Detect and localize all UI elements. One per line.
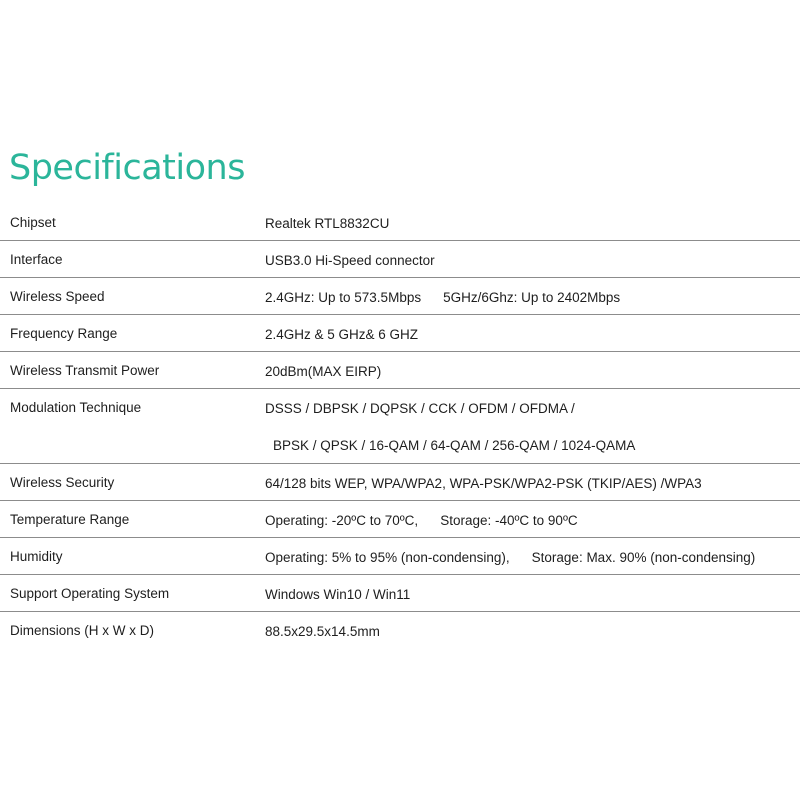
- spec-label: Frequency Range: [10, 326, 118, 341]
- spec-value: [265, 513, 578, 528]
- spec-label: Support Operating System: [10, 586, 170, 601]
- spec-row-humidity: [0, 538, 800, 575]
- page-title: Specifications: [9, 148, 245, 188]
- spec-row-wireless-speed: [0, 278, 800, 315]
- spec-value-part: 5GHz/6Ghz: Up to 2402Mbps: [443, 290, 621, 305]
- spec-row-transmit-power: [0, 352, 800, 389]
- spec-label: Humidity: [10, 549, 63, 564]
- spec-row-dimensions: [0, 612, 800, 649]
- spec-value-part: Operating: -20ºC to 70ºC,: [265, 513, 419, 528]
- spec-table: [0, 204, 800, 649]
- spec-row-operating-system: [0, 575, 800, 612]
- spec-value-part: Storage: Max. 90% (non-condensing): [531, 550, 756, 565]
- spec-value: USB3.0 Hi-Speed connector: [265, 253, 435, 268]
- spec-value: [265, 290, 620, 305]
- spec-value: 2.4GHz & 5 GHz& 6 GHZ: [265, 327, 419, 342]
- spec-value: Realtek RTL8832CU: [265, 216, 390, 231]
- spec-label: Wireless Speed: [10, 289, 105, 304]
- spec-value: 88.5x29.5x14.5mm: [265, 624, 380, 639]
- spec-row-wireless-security: [0, 464, 800, 501]
- spec-row-temperature: [0, 501, 800, 538]
- spec-row-modulation: [0, 389, 800, 464]
- spec-label: Wireless Transmit Power: [10, 363, 160, 378]
- spec-value: [265, 550, 755, 565]
- spec-label: Dimensions (H x W x D): [10, 623, 155, 638]
- spec-value-part: Storage: -40ºC to 90ºC: [440, 513, 578, 528]
- spec-label: Chipset: [10, 215, 56, 230]
- spec-row-interface: [0, 241, 800, 278]
- spec-value: 20dBm(MAX EIRP): [265, 364, 382, 379]
- spec-label: Wireless Security: [10, 475, 115, 490]
- spec-value: Windows Win10 / Win11: [265, 587, 411, 602]
- spec-label: Temperature Range: [10, 512, 130, 527]
- spec-value-part: 2.4GHz: Up to 573.5Mbps: [265, 290, 422, 305]
- spec-row-chipset: [0, 204, 800, 241]
- spec-label: Interface: [10, 252, 63, 267]
- spec-value: 64/128 bits WEP, WPA/WPA2, WPA-PSK/WPA2-PSK (TKIP/AES) /WPA3: [265, 476, 702, 491]
- spec-value-part: Operating: 5% to 95% (non-condensing),: [265, 550, 510, 565]
- spec-row-frequency-range: [0, 315, 800, 352]
- spec-label: Modulation Technique: [10, 400, 142, 415]
- spec-value-line2: BPSK / QPSK / 16-QAM / 64-QAM / 256-QAM / 1024-QAMA: [273, 438, 636, 453]
- spec-value: DSSS / DBPSK / DQPSK / CCK / OFDM / OFDMA /: [265, 401, 575, 416]
